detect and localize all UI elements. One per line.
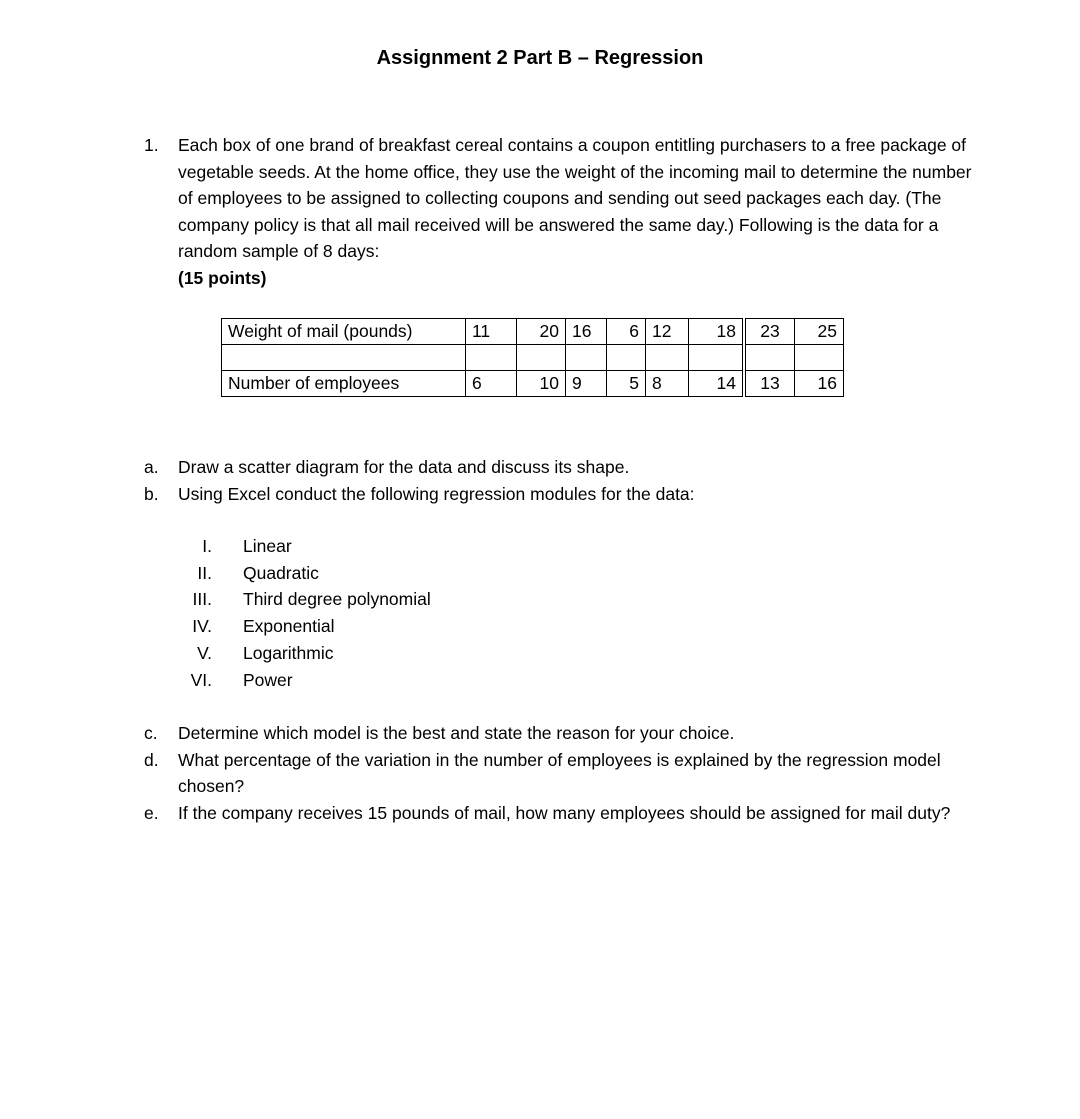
item-numeral: IV. bbox=[192, 616, 212, 637]
model-list bbox=[180, 533, 431, 693]
list-item bbox=[144, 720, 974, 747]
table-cell: 18 bbox=[689, 319, 745, 345]
item-marker: e. bbox=[144, 802, 159, 823]
table-cell-empty bbox=[607, 345, 646, 371]
item-numeral: VI. bbox=[190, 669, 212, 690]
list-item bbox=[144, 454, 974, 481]
item-numeral: II. bbox=[197, 562, 212, 583]
table-cell: 5 bbox=[607, 371, 646, 397]
table-row-empty bbox=[222, 345, 844, 371]
list-item bbox=[180, 640, 431, 667]
points-label: (15 points) bbox=[178, 267, 267, 288]
table-cell: 14 bbox=[689, 371, 745, 397]
list-item bbox=[144, 481, 974, 508]
table-cell-empty bbox=[517, 345, 566, 371]
table-cell: 6 bbox=[607, 319, 646, 345]
item-marker: d. bbox=[144, 749, 159, 770]
table-cell: 13 bbox=[744, 371, 795, 397]
list-item bbox=[144, 800, 974, 827]
parts-list-ab bbox=[144, 454, 974, 507]
table-cell: 20 bbox=[517, 319, 566, 345]
list-item bbox=[144, 747, 974, 800]
item-text: If the company receives 15 pounds of mail, how many employees should be assigned for mail duty? bbox=[178, 802, 951, 823]
table-cell-empty bbox=[646, 345, 689, 371]
table-cell-empty bbox=[744, 345, 795, 371]
table-row bbox=[222, 319, 844, 345]
table-cell: 6 bbox=[466, 371, 517, 397]
item-numeral: I. bbox=[202, 536, 212, 556]
question-text: Each box of one brand of breakfast cereal contains a coupon entitling purchasers to a free package of vegetable seeds. At the home office, they use the weight of the incoming mail to determine the number of employees to be assigned to collecting coupons and sending out seed packages each day. (The company policy is that all mail received will be answered the same day.) Following is the data for a random sample of 8 days: bbox=[178, 135, 972, 261]
item-numeral: III. bbox=[192, 589, 212, 610]
table-cell-empty bbox=[795, 345, 844, 371]
item-text: Exponential bbox=[243, 616, 335, 637]
table-cell: 10 bbox=[517, 371, 566, 397]
item-marker: b. bbox=[144, 483, 159, 504]
item-text: Third degree polynomial bbox=[243, 589, 431, 610]
table-cell-empty bbox=[466, 345, 517, 371]
table-cell-empty bbox=[566, 345, 607, 371]
item-marker: c. bbox=[144, 723, 158, 743]
item-text: Determine which model is the best and state the reason for your choice. bbox=[178, 723, 735, 743]
item-text: Quadratic bbox=[243, 562, 319, 583]
list-item bbox=[180, 613, 431, 640]
table-cell: 9 bbox=[566, 371, 607, 397]
table-cell: 16 bbox=[566, 319, 607, 345]
parts-list-cde bbox=[144, 720, 974, 826]
page-title: Assignment 2 Part B – Regression bbox=[376, 47, 704, 69]
list-item bbox=[180, 667, 431, 694]
item-marker: a. bbox=[144, 457, 159, 477]
table-cell-empty bbox=[222, 345, 466, 371]
table-cell-empty bbox=[689, 345, 745, 371]
item-text: Draw a scatter diagram for the data and discuss its shape. bbox=[178, 457, 630, 477]
table-cell: 25 bbox=[795, 319, 844, 345]
table-cell: 23 bbox=[744, 319, 795, 345]
question-number: 1. bbox=[144, 135, 159, 155]
list-item bbox=[180, 586, 431, 613]
question-1 bbox=[144, 132, 974, 291]
row-label-employees: Number of employees bbox=[222, 371, 466, 397]
item-text: What percentage of the variation in the number of employees is explained by the regression model chosen? bbox=[178, 749, 941, 796]
data-table bbox=[221, 318, 844, 397]
item-numeral: V. bbox=[197, 642, 212, 663]
list-item bbox=[180, 560, 431, 587]
table-row bbox=[222, 371, 844, 397]
table-cell: 11 bbox=[466, 319, 517, 345]
item-text: Power bbox=[243, 669, 293, 690]
list-item bbox=[180, 533, 431, 560]
item-text: Logarithmic bbox=[243, 642, 334, 663]
row-label-weight: Weight of mail (pounds) bbox=[222, 319, 466, 345]
item-text: Using Excel conduct the following regression modules for the data: bbox=[178, 483, 695, 504]
table-cell: 16 bbox=[795, 371, 844, 397]
item-text: Linear bbox=[243, 536, 292, 556]
table-cell: 12 bbox=[646, 319, 689, 345]
table-cell: 8 bbox=[646, 371, 689, 397]
